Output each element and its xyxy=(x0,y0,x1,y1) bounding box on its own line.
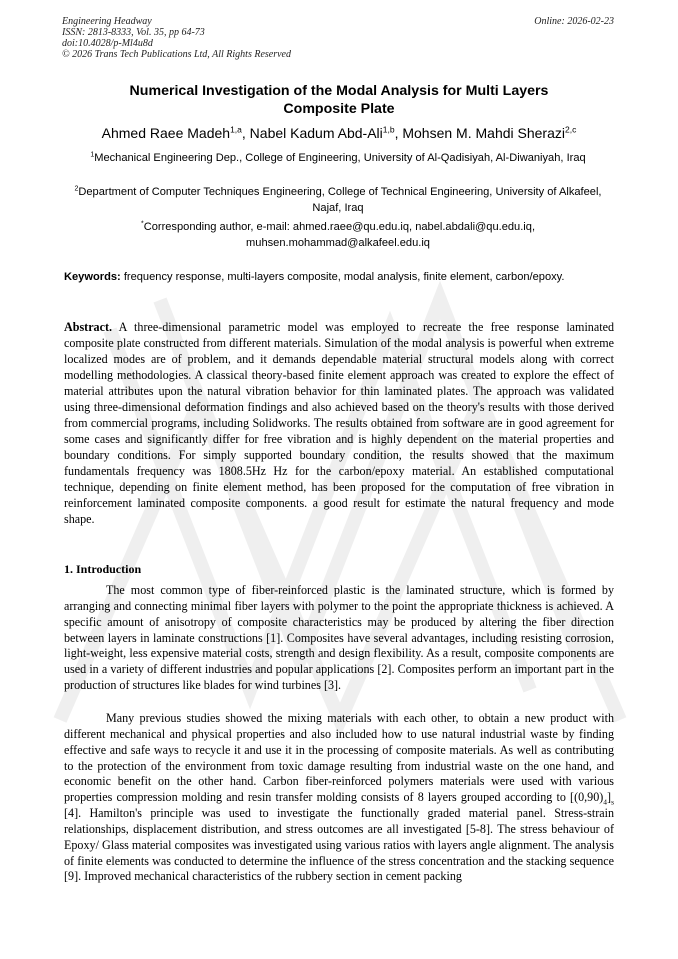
online-date: Online: 2026-02-23 xyxy=(534,16,614,27)
affiliation-marker: 2 xyxy=(74,185,79,193)
bracket-text: ] xyxy=(607,790,612,805)
doi-line: doi:10.4028/p-Ml4u8d xyxy=(62,38,153,49)
keywords-label: Keywords: xyxy=(64,271,121,283)
corresponding-marker: * xyxy=(140,220,144,228)
paper-title xyxy=(60,82,618,118)
affiliation-1 xyxy=(62,150,614,166)
affiliation-text: Department of Computer Techniques Engineering, College of Technical Engineering, University of Alkafeel, Najaf, Iraq xyxy=(78,186,602,214)
title-line-1: Numerical Investigation of the Modal Analysis for Multi Layers xyxy=(129,83,549,99)
subscript: 4 xyxy=(603,797,608,807)
keywords-text: frequency response, multi-layers composite, modal analysis, finite element, carbon/epoxy. xyxy=(123,271,565,283)
affiliation-text: Mechanical Engineering Dep., College of Engineering, University of Al-Qadisiyah, Al-Diwaniyah, Iraq xyxy=(94,152,586,164)
author-list: Ahmed Raee Madeh$^{1,a}$, Nabel Kadum Abd-Ali$^{1,b}$, Mohsen M. Mahdi Sherazi$^{2,c}$ xyxy=(101,124,577,141)
paragraph-text: [4]. Hamilton's principle was used to investigate the functionally graded material panel. Stress-strain relationships, displacement distribution, and stress outcomes are all investigated [5-8]. The stress behaviour of Epoxy/ Glass material composites was investigated using various ratios with layers angle alignment. The analysis of finite elements was conducted to determine the influence of the stress concentration and the stacking sequence [9]. Improved mechanical characteristics of the rubbery section in cement packing xyxy=(64,806,614,884)
journal-name: Engineering Headway xyxy=(62,16,152,27)
keywords-block xyxy=(64,270,614,285)
abstract-text: A three-dimensional parametric model was employed to recreate the free response laminated composite plate constructed from different materials. Simulation of the modal analysis is powerful when extreme localized modes are of problem, and it demands dependable material structural models along with correct modelling methodologies. A classical theory-based finite element approach was created to explore the effect of material attributes upon the natural vibration behavior for thin laminated plates. The approach was validated using three-dimensional deformation findings and also achieved based on the theory's results with those derived from commercial programs, including Solidworks. The results obtained from software are in good agreement for some cases and significantly differ for free vibration and is highly dependent on the material properties and boundary conditions. For simply supported boundary condition, the results showed that the maximum fundamentals frequency was 1808.5Hz Hz for the carbon/epoxy material. An established computational technique, depending on finite element method, has been proposed for the computation of free vibration in reinforcement laminated composite components. a good result for estimate the natural frequency and mode shape. xyxy=(64,320,614,526)
abstract-label: Abstract. xyxy=(64,320,113,334)
section-heading: 1. Introduction xyxy=(64,562,142,576)
paragraph-text: Many previous studies showed the mixing materials with each other, to obtain a new product with different mechanical and physical properties and also included how to use natural industrial waste by finding effective and safe ways to recycle it and use it in the processing of composite materials. As well as contributing to the protection of the environment from toxic damage resulting from industrial waste on the one hand, and economic benefit on the other hand. Carbon fiber-reinforced polymers materials were used with various properties compression molding and resin transfer molding consists of 8 layers grouped according to [(0,90) xyxy=(64,711,614,805)
corresponding-text: Corresponding author, e-mail: ahmed.raee@qu.edu.iq, nabel.abdali@qu.edu.iq, muhsen.mohammad@alkafeel.edu.iq xyxy=(143,221,536,249)
affiliation-2 xyxy=(62,184,614,216)
intro-paragraph-2 xyxy=(64,711,614,885)
subscript: s xyxy=(611,797,614,807)
author-superscript: 1,b xyxy=(382,124,395,135)
abstract-block xyxy=(64,319,614,527)
copyright-line: © 2026 Trans Tech Publications Ltd, All Rights Reserved xyxy=(62,49,291,60)
author-name: Mohsen M. Mahdi Sherazi xyxy=(402,125,565,141)
journal-header xyxy=(62,16,291,60)
affiliation-marker: 1 xyxy=(90,151,95,159)
author-superscript: 1,a xyxy=(230,124,242,135)
title-line-2: Composite Plate xyxy=(283,101,395,117)
corresponding-author xyxy=(62,219,614,251)
intro-paragraph-1: The most common type of fiber-reinforced plastic is the laminated structure, which is formed by arranging and connecting minimal fiber layers with polymer to the point the appropriate thickness is achieved. A specific amount of anisotropy of composite characteristics may be produced by altering the fiber direction between layers in laminate constructions [1]. Composites have several advantages, including resisting corrosion, light-weight, less expensive material costs, strength and design flexibility. As a result, composite components are used in a variety of different industries and popular applications [2]. Composites perform an important part in the production of structures like blades for wind turbines [3]. xyxy=(64,583,614,693)
author-superscript: 2,c xyxy=(565,124,577,135)
issn-line: ISSN: 2813-8333, Vol. 35, pp 64-73 xyxy=(62,27,205,38)
author-name: Nabel Kadum Abd-Ali xyxy=(249,125,383,141)
author-name: Ahmed Raee Madeh xyxy=(101,125,231,141)
